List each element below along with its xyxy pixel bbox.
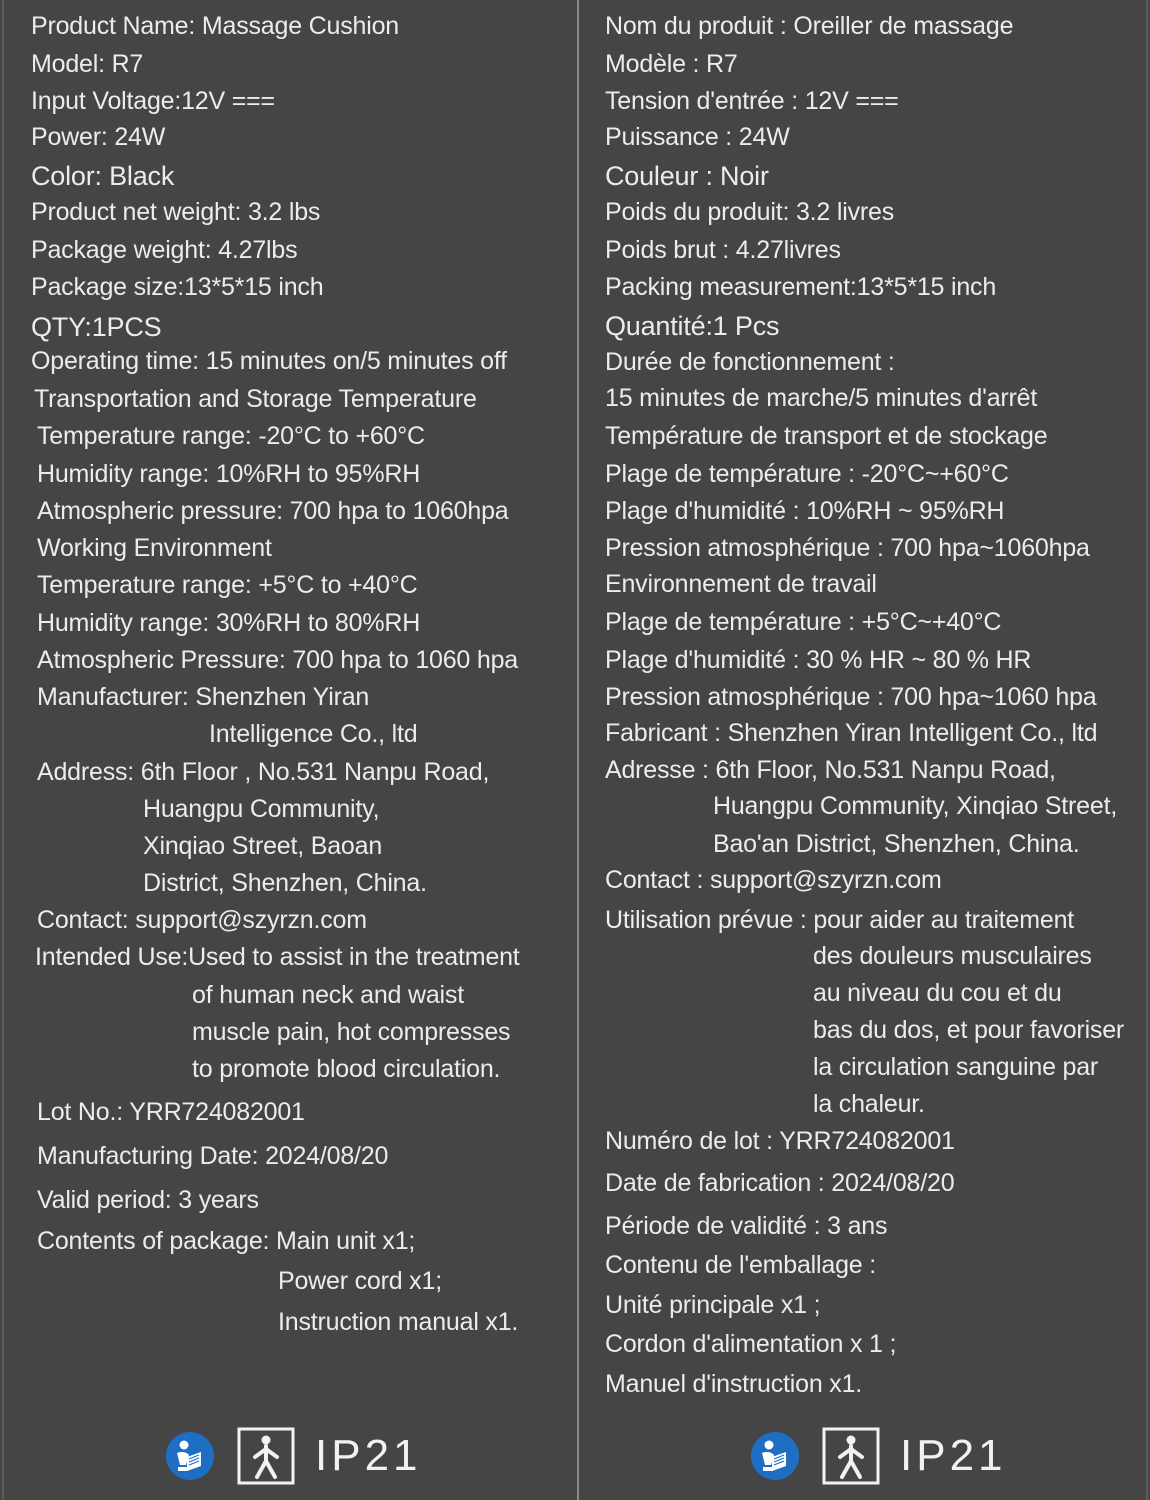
manufacturing-date-fr: Date de fabrication : 2024/08/20 xyxy=(605,1169,955,1197)
package-weight-fr: Poids brut : 4.27livres xyxy=(605,236,841,264)
working-pressure-en: Atmospheric Pressure: 700 hpa to 1060 hpa xyxy=(37,646,518,674)
package-weight-en: Package weight: 4.27lbs xyxy=(31,236,298,264)
quantity-fr: Quantité:1 Pcs xyxy=(605,311,780,341)
contents-line3-fr: Cordon d'alimentation x 1 ; xyxy=(605,1330,897,1358)
contents-en: Contents of package: Main unit x1; xyxy=(37,1227,416,1255)
net-weight-en: Product net weight: 3.2 lbs xyxy=(31,198,321,226)
address-line2-fr: Huangpu Community, Xinqiao Street, xyxy=(713,792,1118,820)
ip-rating-fr: IP21 xyxy=(900,1431,1007,1480)
symbols-footer-fr xyxy=(750,1424,1007,1488)
working-temperature-fr: Plage de température : +5°C~+40°C xyxy=(605,608,1002,636)
quantity-en: QTY:1PCS xyxy=(31,312,162,342)
intended-use-line2-en: of human neck and waist xyxy=(192,981,464,1009)
consult-manual-icon xyxy=(750,1431,800,1481)
input-voltage-fr: Tension d'entrée : 12V === xyxy=(605,87,899,115)
address-line4-en: District, Shenzhen, China. xyxy=(143,869,427,897)
product-name-en: Product Name: Massage Cushion xyxy=(31,12,399,40)
english-column xyxy=(0,0,560,1500)
contact-fr: Contact : support@szyrzn.com xyxy=(605,866,942,894)
intended-use-fr: Utilisation prévue : pour aider au traitement xyxy=(605,906,1075,934)
intended-use-line3-fr: au niveau du cou et du xyxy=(813,979,1062,1007)
consult-manual-icon xyxy=(165,1431,215,1481)
model-en: Model: R7 xyxy=(31,50,144,78)
lot-number-en: Lot No.: YRR724082001 xyxy=(37,1098,305,1126)
type-bf-applied-part-icon xyxy=(822,1427,880,1485)
package-size-fr: Packing measurement:13*5*15 inch xyxy=(605,273,997,301)
french-column xyxy=(579,0,1150,1500)
working-humidity-fr: Plage d'humidité : 30 % HR ~ 80 % HR xyxy=(605,646,1032,674)
address-en: Address: 6th Floor , No.531 Nanpu Road, xyxy=(37,758,490,786)
contents-line2-fr: Unité principale x1 ; xyxy=(605,1291,821,1319)
color-en: Color: Black xyxy=(31,161,175,191)
working-pressure-fr: Pression atmosphérique : 700 hpa~1060 hpa xyxy=(605,683,1097,711)
lot-number-fr: Numéro de lot : YRR724082001 xyxy=(605,1127,955,1155)
valid-period-en: Valid period: 3 years xyxy=(37,1186,259,1214)
symbols-footer-en xyxy=(165,1424,422,1488)
power-en: Power: 24W xyxy=(31,123,166,151)
storage-temperature-en: Temperature range: -20°C to +60°C xyxy=(37,422,425,450)
manufacturer-en: Manufacturer: Shenzhen Yiran xyxy=(37,683,370,711)
operating-time-en: Operating time: 15 minutes on/5 minutes off xyxy=(31,347,507,375)
valid-period-fr: Période de validité : 3 ans xyxy=(605,1212,888,1240)
operating-time-fr: Durée de fonctionnement : xyxy=(605,348,895,376)
storage-pressure-fr: Pression atmosphérique : 700 hpa~1060hpa xyxy=(605,534,1090,562)
intended-use-line5-fr: la circulation sanguine par xyxy=(813,1053,1099,1081)
address-fr: Adresse : 6th Floor, No.531 Nanpu Road, xyxy=(605,756,1056,784)
storage-temperature-fr: Plage de température : -20°C~+60°C xyxy=(605,460,1009,488)
contents-line2-en: Power cord x1; xyxy=(278,1267,442,1295)
intended-use-line3-en: muscle pain, hot compresses xyxy=(192,1018,511,1046)
intended-use-line4-fr: bas du dos, et pour favoriser xyxy=(813,1016,1125,1044)
address-line3-fr: Bao'an District, Shenzhen, China. xyxy=(713,830,1080,858)
contents-line3-en: Instruction manual x1. xyxy=(278,1308,519,1336)
storage-humidity-fr: Plage d'humidité : 10%RH ~ 95%RH xyxy=(605,497,1005,525)
manufacturing-date-en: Manufacturing Date: 2024/08/20 xyxy=(37,1142,389,1170)
transport-storage-heading-fr: Température de transport et de stockage xyxy=(605,422,1048,450)
contents-line4-fr: Manuel d'instruction x1. xyxy=(605,1370,863,1398)
power-fr: Puissance : 24W xyxy=(605,123,790,151)
type-bf-applied-part-icon xyxy=(237,1427,295,1485)
contact-en: Contact: support@szyrzn.com xyxy=(37,906,367,934)
intended-use-en: Intended Use:Used to assist in the treatment xyxy=(35,943,520,971)
package-size-en: Package size:13*5*15 inch xyxy=(31,273,324,301)
address-line2-en: Huangpu Community, xyxy=(143,795,380,823)
intended-use-line2-fr: des douleurs musculaires xyxy=(813,942,1092,970)
operating-time-value-fr: 15 minutes de marche/5 minutes d'arrêt xyxy=(605,384,1038,412)
model-fr: Modèle : R7 xyxy=(605,50,738,78)
product-name-fr: Nom du produit : Oreiller de massage xyxy=(605,12,1014,40)
intended-use-line4-en: to promote blood circulation. xyxy=(192,1055,501,1083)
manufacturer-fr: Fabricant : Shenzhen Yiran Intelligent Co., ltd xyxy=(605,719,1098,747)
address-line3-en: Xinqiao Street, Baoan xyxy=(143,832,383,860)
working-environment-heading-en: Working Environment xyxy=(37,534,272,562)
intended-use-line6-fr: la chaleur. xyxy=(813,1090,925,1118)
transport-storage-heading-en: Transportation and Storage Temperature xyxy=(34,385,477,413)
net-weight-fr: Poids du produit: 3.2 livres xyxy=(605,198,895,226)
color-fr: Couleur : Noir xyxy=(605,161,769,191)
storage-humidity-en: Humidity range: 10%RH to 95%RH xyxy=(37,460,421,488)
ip-rating-en: IP21 xyxy=(315,1431,422,1480)
working-humidity-en: Humidity range: 30%RH to 80%RH xyxy=(37,609,421,637)
input-voltage-en: Input Voltage:12V === xyxy=(31,87,275,115)
working-temperature-en: Temperature range: +5°C to +40°C xyxy=(37,571,418,599)
storage-pressure-en: Atmospheric pressure: 700 hpa to 1060hpa xyxy=(37,497,509,525)
working-environment-heading-fr: Environnement de travail xyxy=(605,570,877,598)
manufacturer-cont-en: Intelligence Co., ltd xyxy=(209,720,418,748)
contents-fr: Contenu de l'emballage : xyxy=(605,1251,876,1279)
